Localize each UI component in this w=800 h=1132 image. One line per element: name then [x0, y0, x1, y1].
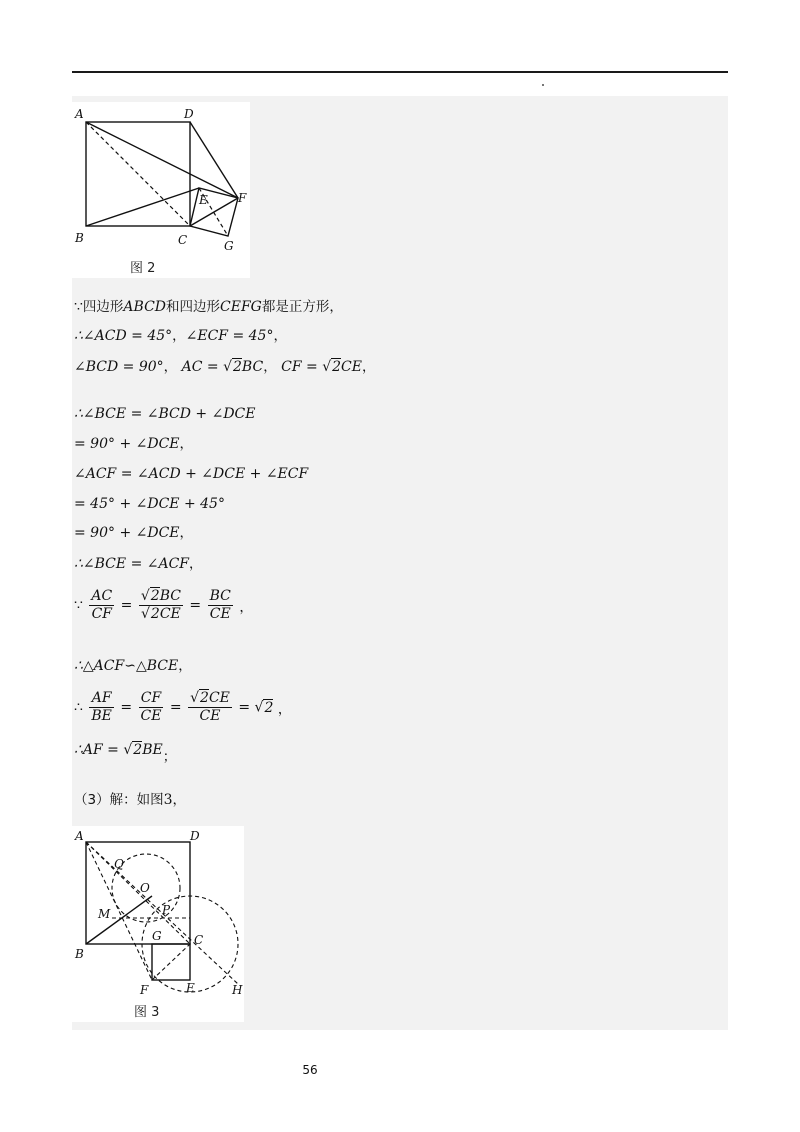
- header-rule: [72, 71, 728, 73]
- fig2-label-g: G: [224, 239, 234, 253]
- fig3-label-b: B: [75, 947, 84, 961]
- fraction-bc-ce: $\frac{BC}{CE}$: [209, 588, 231, 622]
- fig3-label-p: P: [162, 903, 171, 917]
- fig3-label-g: G: [152, 929, 162, 943]
- fraction-sqrt2bc-sqrt2ce: $\frac{√2BC}{√2CE}$: [140, 588, 181, 622]
- proof-line-2: ∴∠ACD = 45°，∠ECF = 45°，: [74, 328, 287, 344]
- proof-line-12: ∴ $\frac{AF}{BE}$ = $\frac{CF}{CE}$ = $\frac{√2CE}{CE}$ = √2 ，: [74, 690, 292, 724]
- proof-line-4: ∴∠BCE = ∠BCD + ∠DCE: [74, 406, 256, 422]
- fraction-sqrt2ce-ce: $\frac{√2CE}{CE}$: [190, 690, 230, 724]
- fig3-label-f: F: [140, 983, 149, 997]
- fraction-cf-ce: $\frac{CF}{CE}$: [140, 690, 162, 724]
- fig3-label-h: H: [232, 983, 243, 997]
- fig3-label-o: O: [140, 881, 150, 895]
- fig2-label-d: D: [184, 107, 194, 121]
- fig2-label-b: B: [75, 231, 84, 245]
- fig3-label-m: M: [98, 907, 111, 921]
- proof-line-10: ∵ $\frac{AC}{CF}$ = $\frac{√2BC}{√2CE}$ = $\frac{BC}{CE}$ ，: [74, 588, 253, 622]
- fig3-caption: 图 3: [134, 1005, 160, 1020]
- proof-line-5: = 90° + ∠DCE，: [74, 436, 194, 452]
- figure-3: [72, 826, 244, 1022]
- proof-line-7: = 45° + ∠DCE + 45°: [74, 496, 225, 512]
- fig2-label-a: A: [75, 107, 84, 121]
- fig2-label-e: E: [199, 193, 208, 207]
- fig3-label-d: D: [190, 829, 200, 843]
- fig3-label-e: E: [186, 981, 195, 995]
- fig3-label-c: C: [194, 933, 204, 947]
- figure-2: [72, 102, 250, 278]
- fig3-label-q: Q: [114, 857, 124, 871]
- header-dot: [542, 84, 544, 86]
- fig2-caption: 图 2: [130, 261, 156, 276]
- proof-line-9: ∴∠BCE = ∠ACF，: [74, 556, 203, 572]
- proof-line-3: ∠BCD = 90°， AC = √2BC， CF = √2CE，: [74, 359, 376, 375]
- proof-line-14: （3）解：如图3，: [74, 792, 187, 808]
- fig3-label-a: A: [75, 829, 84, 843]
- fraction-af-be: $\frac{AF}{BE}$: [91, 690, 112, 724]
- proof-line-6: ∠ACF = ∠ACD + ∠DCE + ∠ECF: [74, 466, 309, 482]
- fraction-ac-cf: $\frac{AC}{CF}$: [91, 588, 113, 622]
- fig2-label-c: C: [178, 233, 188, 247]
- proof-line-13: ∴AF = √2BE；: [74, 742, 177, 765]
- fig2-label-f: F: [238, 191, 247, 205]
- page-number: 56: [302, 1063, 318, 1077]
- proof-line-11: ∴△ACF∽△BCE，: [74, 658, 192, 674]
- proof-line-1: ∵四边形ABCD和四边形CEFG都是正方形，: [74, 299, 343, 315]
- proof-line-8: = 90° + ∠DCE，: [74, 525, 194, 541]
